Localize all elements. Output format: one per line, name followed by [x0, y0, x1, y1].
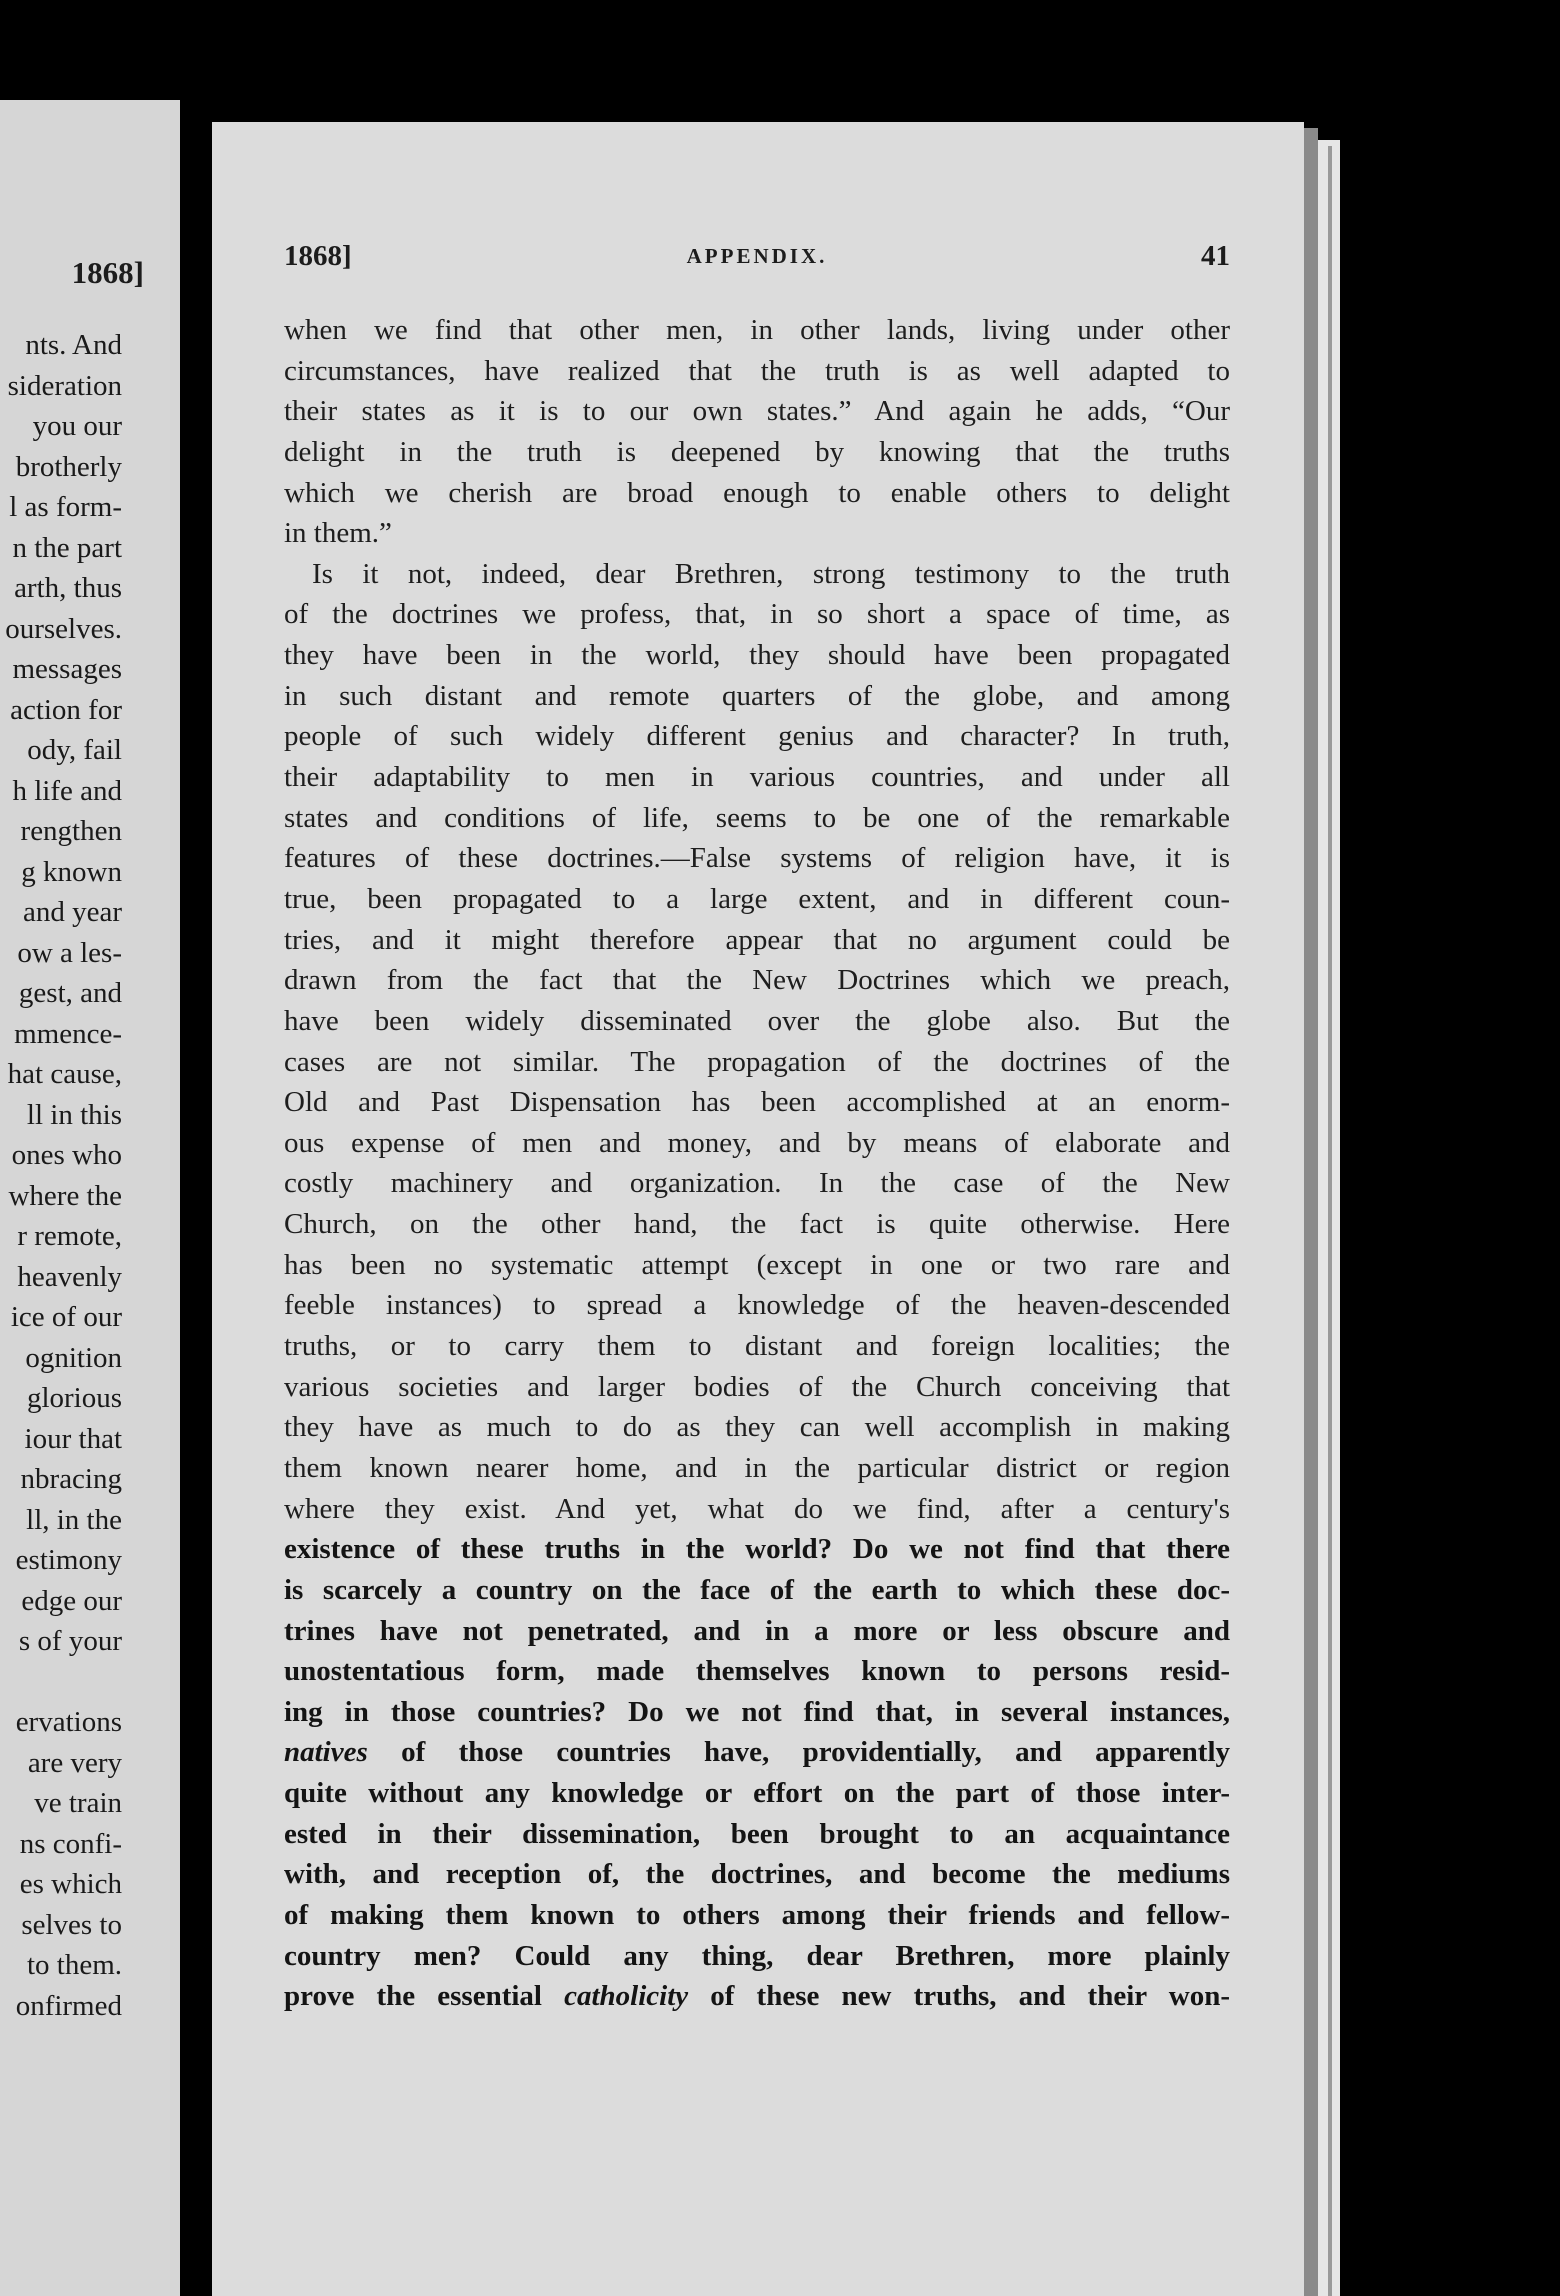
body-line: features of these doctrines.—False systems of religion have, it is	[284, 842, 1230, 875]
body-line: of making them known to others among their friends and fellow-	[284, 1898, 1230, 1931]
left-page-line: edge our	[21, 1584, 122, 1617]
body-line: unostentatious form, made themselves known to persons resid-	[284, 1655, 1230, 1688]
body-line: ing in those countries? Do we not find that, in several instances,	[284, 1695, 1230, 1728]
left-page-line: h life and	[12, 774, 122, 807]
body-line: feeble instances) to spread a knowledge of the heaven-descended	[284, 1289, 1230, 1322]
left-page-line: s of your	[18, 1625, 122, 1657]
right-page	[212, 122, 1304, 2296]
left-page-line: nbracing	[20, 1463, 122, 1495]
body-line: has been no systematic attempt (except in one or two rare and	[284, 1248, 1230, 1281]
left-page-line: ns confi-	[19, 1827, 122, 1860]
body-line: drawn from the fact that the New Doctrines which we preach,	[284, 964, 1230, 997]
left-facing-page	[0, 100, 180, 2296]
left-page-line: hat cause,	[7, 1058, 122, 1090]
body-line: when we find that other men, in other lands, living under other	[284, 314, 1230, 346]
body-line-text: prove the essential	[284, 1980, 565, 2013]
left-page-line: rengthen	[20, 815, 122, 847]
left-page-line: r remote,	[17, 1220, 122, 1252]
left-page-line: g known	[21, 855, 122, 888]
left-page-line: selves to	[21, 1908, 122, 1941]
body-line: where they exist. And yet, what do we find, after a century's	[284, 1492, 1230, 1525]
body-line-text: of those countries have, providentially, and apparently	[367, 1736, 1230, 1769]
left-page-line: ow a les-	[17, 936, 122, 969]
body-line: ous expense of men and money, and by means of elaborate and	[284, 1126, 1230, 1159]
body-text	[284, 310, 1230, 2017]
body-line	[284, 1732, 1230, 1773]
italic-word: catholicity	[564, 1980, 689, 2013]
page-number: 41	[1201, 240, 1230, 272]
left-page-line: n the part	[12, 531, 122, 564]
left-page-line: where the	[8, 1179, 122, 1212]
body-line	[284, 1976, 1230, 2017]
body-line: in them.”	[284, 517, 392, 550]
body-line: country men? Could any thing, dear Brethren, more plainly	[284, 1939, 1230, 1972]
body-line: they have been in the world, they should have been propagated	[284, 639, 1230, 672]
left-page-line: ervations	[15, 1706, 122, 1738]
left-page-line: nts. And	[25, 329, 122, 361]
left-page-line: you our	[32, 410, 122, 442]
body-line: delight in the truth is deepened by knowing that the truths	[284, 435, 1230, 468]
body-line: costly machinery and organization. In the case of the New	[284, 1167, 1230, 1200]
body-line: with, and reception of, the doctrines, and become the mediums	[284, 1858, 1230, 1891]
body-line: Old and Past Dispensation has been accomplished at an enorm-	[284, 1086, 1230, 1119]
body-line: have been widely disseminated over the globe also. But the	[284, 1004, 1230, 1037]
left-page-line: estimony	[15, 1544, 122, 1576]
body-line: cases are not similar. The propagation of the doctrines of the	[284, 1045, 1230, 1078]
running-head-title: APPENDIX.	[686, 244, 828, 268]
page-edge	[1304, 128, 1318, 2296]
left-page-line: l as form-	[9, 491, 122, 523]
left-page-line: onfirmed	[15, 1989, 122, 2022]
body-line: Is it not, indeed, dear Brethren, strong testimony to the truth	[312, 557, 1230, 590]
body-line: their adaptability to men in various countries, and under all	[284, 761, 1230, 794]
left-page-line: are very	[27, 1746, 122, 1779]
body-line: is scarcely a country on the face of the earth to which these doc-	[284, 1573, 1230, 1606]
body-line: quite without any knowledge or effort on the part of those inter-	[284, 1777, 1230, 1810]
body-line-text: of these new truths, and their won-	[688, 1980, 1230, 2013]
left-page-line: sideration	[7, 369, 122, 402]
body-line: truths, or to carry them to distant and foreign localities; the	[284, 1330, 1230, 1363]
left-page-text	[5, 325, 122, 2026]
left-page-line: ourselves.	[5, 612, 122, 645]
left-page-line: action for	[10, 693, 122, 726]
left-page-line: gest, and	[18, 977, 122, 1009]
italic-word: natives	[284, 1736, 368, 1769]
left-page-line: ody, fail	[27, 734, 122, 766]
left-page-line: to them.	[26, 1949, 122, 1981]
body-line: states and conditions of life, seems to be one of the remarkable	[284, 801, 1230, 834]
page-edge	[1328, 146, 1332, 2296]
body-line: of the doctrines we profess, that, in so short a space of time, as	[284, 598, 1230, 631]
body-line: tries, and it might therefore appear that no argument could be	[284, 923, 1230, 956]
body-line: trines have not penetrated, and in a more or less obscure and	[284, 1614, 1230, 1647]
left-page-line: es which	[19, 1868, 122, 1900]
left-page-line: messages	[12, 653, 122, 685]
left-page-line: ve train	[34, 1787, 122, 1819]
body-line: ested in their dissemination, been brought to an acquaintance	[284, 1817, 1230, 1850]
body-line: Church, on the other hand, the fact is quite otherwise. Here	[284, 1208, 1230, 1241]
left-page-line: glorious	[26, 1382, 122, 1414]
left-page-line: mmence-	[14, 1017, 122, 1050]
left-page-line	[5, 1662, 122, 1703]
left-page-line: ognition	[25, 1341, 122, 1374]
left-page-line: and year	[22, 896, 122, 928]
left-page-line: ll, in the	[26, 1503, 122, 1536]
body-line: people of such widely different genius and character? In truth,	[284, 720, 1230, 753]
left-page-line: ones who	[11, 1139, 122, 1171]
left-page-header: 1868]	[71, 255, 144, 290]
body-line: in such distant and remote quarters of the globe, and among	[284, 679, 1230, 712]
left-page-line: heavenly	[17, 1260, 122, 1293]
left-page-line: arth, thus	[14, 572, 122, 604]
body-line: them known nearer home, and in the particular district or region	[284, 1451, 1230, 1484]
body-line: circumstances, have realized that the truth is as well adapted to	[284, 354, 1230, 387]
body-line: which we cherish are broad enough to enable others to delight	[284, 476, 1230, 509]
body-line: they have as much to do as they can well accomplish in making	[284, 1411, 1230, 1444]
left-page-line: brotherly	[15, 450, 122, 483]
left-page-line: ice of our	[10, 1301, 122, 1333]
body-line: their states as it is to our own states.” And again he adds, “Our	[284, 395, 1230, 428]
body-line: existence of these truths in the world? Do we not find that there	[284, 1533, 1230, 1566]
left-page-line: ll in this	[26, 1098, 122, 1131]
body-line: various societies and larger bodies of the Church conceiving that	[284, 1370, 1230, 1403]
left-page-line: iour that	[24, 1422, 122, 1455]
running-head-year: 1868]	[284, 240, 352, 272]
running-head	[284, 240, 1230, 280]
body-line: true, been propagated to a large extent, and in different coun-	[284, 882, 1230, 915]
